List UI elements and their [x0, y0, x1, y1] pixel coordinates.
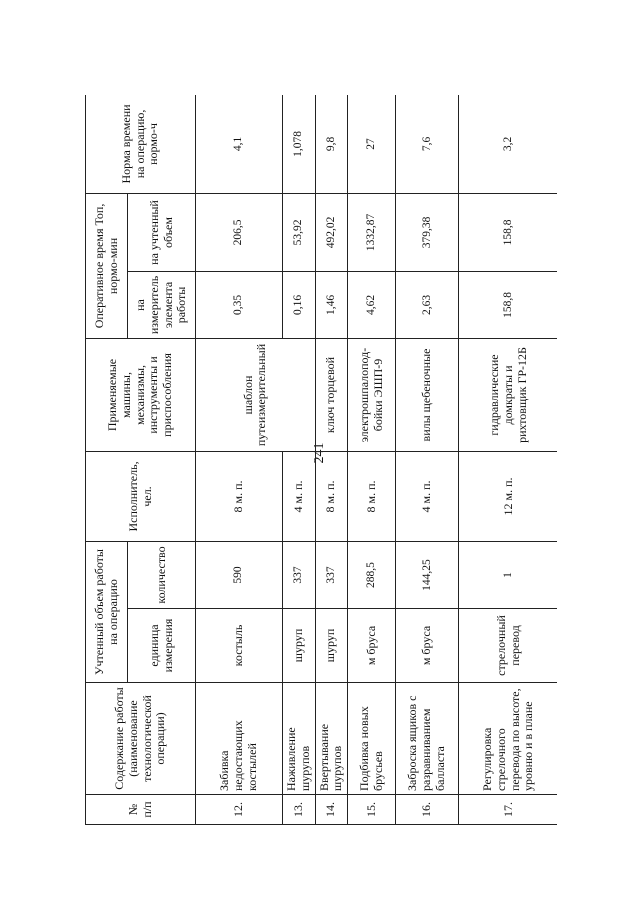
table-row	[459, 95, 557, 825]
cell-unit: м бруса	[396, 609, 459, 683]
cell-content: Наживление шурупов	[283, 683, 316, 795]
header-volume-group: Учтенный объем работы на операцию	[86, 541, 128, 682]
header-executor: Исполнитель, чел.	[86, 451, 196, 541]
cell-per-volume: 379,38	[396, 193, 459, 271]
cell-norm: 27	[348, 95, 396, 193]
header-num: № п/п	[86, 795, 196, 825]
cell-num: 13.	[283, 795, 316, 825]
cell-norm: 4,1	[196, 95, 283, 193]
cell-quantity: 590	[196, 541, 283, 608]
cell-content: Подбивка новых брусьев	[348, 683, 396, 795]
cell-num: 17.	[459, 795, 557, 825]
cell-num: 15.	[348, 795, 396, 825]
table-row	[348, 95, 396, 825]
header-row-top	[86, 95, 128, 825]
cell-per-volume: 158,8	[459, 193, 557, 271]
cell-unit: костыль	[196, 609, 283, 683]
header-tools: Применяемые машины, механизмы, инструменты и приспособления	[86, 338, 196, 451]
cell-unit: шуруп	[283, 609, 316, 683]
cell-per-volume: 492,02	[315, 193, 348, 271]
cell-per-element: 0,35	[196, 271, 283, 338]
cell-per-volume: 206,5	[196, 193, 283, 271]
cell-per-volume: 53,92	[283, 193, 316, 271]
header-per-element: на измеритель элемента работы	[128, 271, 196, 338]
cell-tools: шаблон путеизмерительный	[196, 338, 316, 451]
cell-content: Заброска ящиков с разравниванием балласта	[396, 683, 459, 795]
cell-executor: 4 м. п.	[396, 451, 459, 541]
cell-content: Ввертывание шурупов	[315, 683, 348, 795]
header-quantity: количество	[128, 541, 196, 608]
cell-num: 16.	[396, 795, 459, 825]
cell-unit: стрелочный перевод	[459, 609, 557, 683]
cell-num: 12.	[196, 795, 283, 825]
cell-norm: 9,8	[315, 95, 348, 193]
cell-quantity: 337	[315, 541, 348, 608]
cell-content: Забивка недостающих костылей	[196, 683, 283, 795]
header-norm: Норма времени на операцию, нормо-ч	[86, 95, 196, 193]
cell-quantity: 337	[283, 541, 316, 608]
norms-table	[85, 95, 557, 825]
cell-executor: 8 м. п.	[315, 451, 348, 541]
cell-per-volume: 1332,87	[348, 193, 396, 271]
header-content: Содержание работы (наименование технологической операции)	[86, 683, 196, 795]
cell-executor: 4 м. п.	[283, 451, 316, 541]
cell-per-element: 2,63	[396, 271, 459, 338]
cell-norm: 7,6	[396, 95, 459, 193]
table-row	[315, 95, 348, 825]
cell-unit: м бруса	[348, 609, 396, 683]
header-per-volume: на учтенный объем	[128, 193, 196, 271]
cell-num: 14.	[315, 795, 348, 825]
header-time-group: Оперативное время Топ, нормо-мин	[86, 193, 128, 338]
cell-tools: вилы щебеночные	[396, 338, 459, 451]
cell-norm: 3,2	[459, 95, 557, 193]
cell-quantity: 288,5	[348, 541, 396, 608]
cell-tools: электрошпалопод-бойки ЭШП-9	[348, 338, 396, 451]
cell-quantity: 144,25	[396, 541, 459, 608]
table-row	[196, 95, 283, 825]
cell-quantity: 1	[459, 541, 557, 608]
cell-tools: ключ торцевой	[315, 338, 348, 451]
cell-norm: 1,078	[283, 95, 316, 193]
norms-table-frame	[85, 95, 557, 825]
cell-executor: 8 м. п.	[348, 451, 396, 541]
cell-per-element: 0,16	[283, 271, 316, 338]
cell-per-element: 1,46	[315, 271, 348, 338]
cell-executor: 8 м. п.	[196, 451, 283, 541]
page-number: 241	[312, 442, 327, 464]
cell-unit: шуруп	[315, 609, 348, 683]
cell-per-element: 158,8	[459, 271, 557, 338]
cell-executor: 12 м. п.	[459, 451, 557, 541]
table-row	[396, 95, 459, 825]
cell-tools: гидравлические домкраты и рихтовщик ГР-12Б	[459, 338, 557, 451]
cell-content: Регулировка стрелочного перевода по высоте, уровню и в плане	[459, 683, 557, 795]
cell-per-element: 4,62	[348, 271, 396, 338]
header-unit: единица измерения	[128, 609, 196, 683]
table-row	[283, 95, 316, 825]
rotated-table-container	[85, 95, 557, 825]
